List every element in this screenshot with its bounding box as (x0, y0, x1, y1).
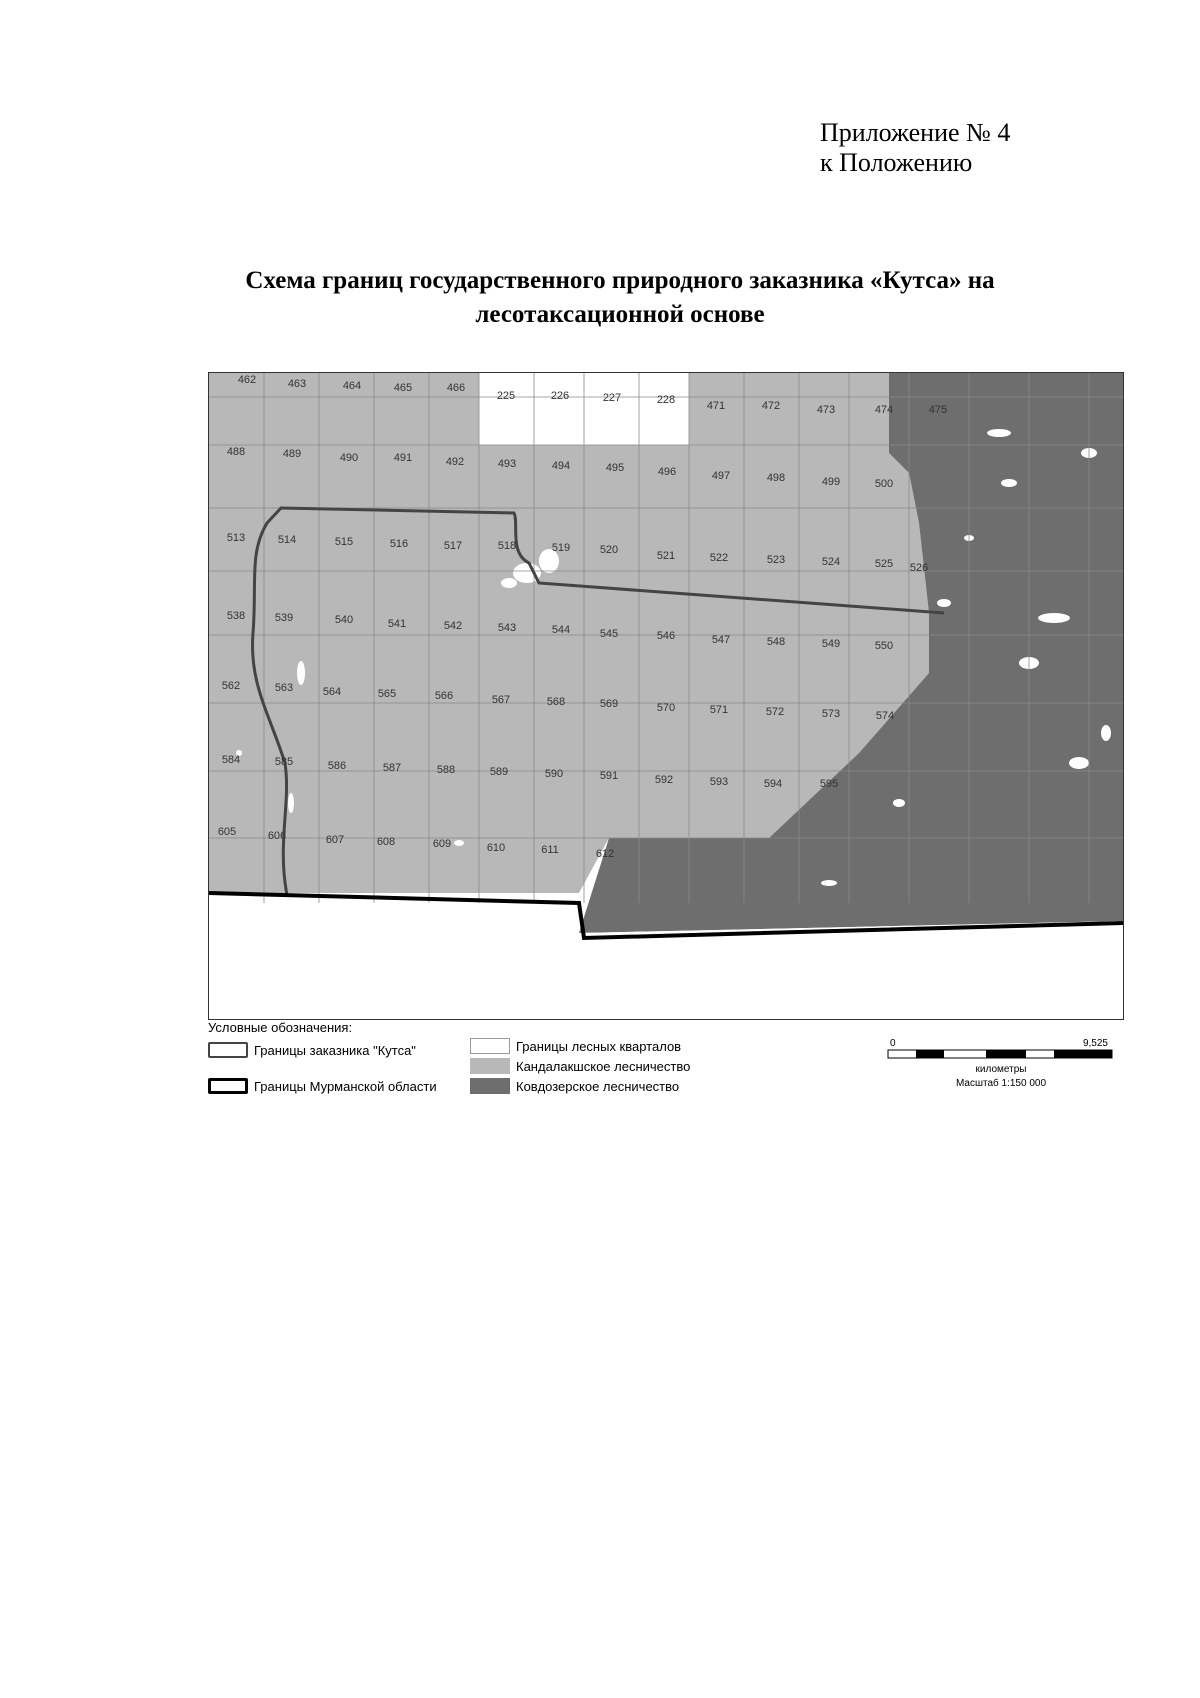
quarter-label: 595 (819, 778, 839, 790)
quarter-label: 592 (654, 774, 674, 786)
quarter-label: 544 (551, 624, 571, 636)
quarter-label: 574 (875, 710, 895, 722)
quarter-label: 520 (599, 544, 619, 556)
legend-heading: Условные обозначения: (208, 1020, 353, 1035)
quarter-label: 548 (766, 636, 786, 648)
lake (1038, 613, 1070, 623)
lake (987, 429, 1011, 437)
quarter-label: 473 (816, 404, 836, 416)
legend-label-kandalaksha: Кандалакшское лесничество (516, 1058, 691, 1074)
quarter-label: 573 (821, 708, 841, 720)
legend-item-quarters (470, 1038, 681, 1054)
quarter-label: 521 (656, 550, 676, 562)
quarter-label: 563 (274, 682, 294, 694)
lake (297, 661, 305, 685)
quarter-label: 584 (221, 754, 241, 766)
quarter-label: 491 (393, 452, 413, 464)
quarter-label: 611 (541, 844, 559, 856)
quarter-label: 493 (497, 458, 517, 470)
quarter-label: 570 (656, 702, 676, 714)
quarter-label: 572 (765, 706, 785, 718)
quarter-label: 523 (766, 554, 786, 566)
lake (1001, 479, 1017, 487)
quarter-label: 500 (874, 478, 894, 490)
quarter-label: 593 (709, 776, 729, 788)
legend-item-kandalaksha (470, 1058, 690, 1074)
quarter-label: 605 (217, 826, 237, 838)
quarter-label: 489 (282, 448, 302, 460)
quarter-label: 519 (551, 542, 571, 554)
kovdozero-swatch (470, 1078, 510, 1094)
quarter-label: 518 (497, 540, 517, 552)
title-line-2: лесотаксационной основе (475, 301, 765, 328)
lake (454, 840, 464, 846)
lake (937, 599, 951, 607)
legend-label-quarters: Границы лесных кварталов (516, 1038, 682, 1054)
lake (1101, 725, 1111, 741)
quarter-label: 612 (595, 848, 615, 860)
quarter-label: 526 (909, 562, 929, 574)
quarter-label: 497 (711, 470, 731, 482)
quarter-label: 566 (434, 690, 454, 702)
quarter-label: 586 (327, 760, 347, 772)
quarter-label: 227 (602, 392, 622, 404)
quarter-label: 539 (274, 612, 294, 624)
quarter-label: 585 (274, 756, 294, 768)
lake (893, 799, 905, 807)
map-legend (208, 1020, 1122, 1110)
quarter-label: 524 (821, 556, 841, 568)
quarter-label: 516 (389, 538, 409, 550)
quarter-label: 587 (382, 762, 402, 774)
oblast-border-swatch (208, 1078, 248, 1094)
quarter-label: 542 (443, 620, 463, 632)
quarter-label: 564 (322, 686, 342, 698)
quarter-label: 225 (496, 390, 516, 402)
quarter-label: 540 (334, 614, 354, 626)
quarter-label: 543 (497, 622, 517, 634)
lake (501, 578, 517, 588)
quarter-label: 569 (599, 698, 619, 710)
quarter-border-swatch (470, 1038, 510, 1054)
legend-label-kovdozero: Ковдозерское лесничество (516, 1078, 680, 1094)
quarter-label: 498 (766, 472, 786, 484)
quarter-label: 472 (761, 400, 781, 412)
quarter-label: 545 (599, 628, 619, 640)
quarter-label: 465 (393, 382, 413, 394)
quarter-label: 610 (486, 842, 506, 854)
quarter-label: 466 (446, 382, 466, 394)
quarter-label: 499 (821, 476, 841, 488)
quarter-label: 475 (928, 404, 948, 416)
quarter-label: 492 (445, 456, 465, 468)
appendix-line-1: Приложение № 4 (820, 118, 1011, 147)
quarter-label: 550 (874, 640, 894, 652)
quarter-label: 490 (339, 452, 359, 464)
quarter-label: 495 (605, 462, 625, 474)
quarter-label: 488 (226, 446, 246, 458)
legend-label-reserve: Границы заказника "Кутса" (254, 1042, 416, 1058)
quarter-label: 567 (491, 694, 511, 706)
quarter-label: 594 (763, 778, 783, 790)
quarter-label: 515 (334, 536, 354, 548)
scale-bar (886, 1036, 1116, 1099)
quarter-label: 589 (489, 766, 509, 778)
forest-map (209, 373, 1123, 1019)
quarter-label: 462 (237, 374, 257, 386)
quarter-label: 513 (226, 532, 246, 544)
document-title (160, 264, 1080, 332)
quarter-label: 541 (387, 618, 407, 630)
quarter-label: 571 (709, 704, 729, 716)
quarter-label: 608 (376, 836, 396, 848)
legend-item-oblast (208, 1078, 437, 1094)
scale-end: 9,525 (1082, 1038, 1108, 1049)
quarter-label: 591 (599, 770, 619, 782)
scale-segment (1054, 1050, 1112, 1058)
quarter-label: 522 (709, 552, 729, 564)
quarter-label: 496 (657, 466, 677, 478)
quarter-label: 471 (706, 400, 726, 412)
quarter-label: 226 (550, 390, 570, 402)
quarter-label: 546 (656, 630, 676, 642)
lake (1069, 757, 1089, 769)
quarter-label: 538 (226, 610, 246, 622)
scale-segment (916, 1050, 944, 1058)
scale-start: 0 (890, 1038, 896, 1049)
quarter-label: 568 (546, 696, 566, 708)
quarter-label: 228 (656, 394, 676, 406)
quarter-label: 463 (287, 378, 307, 390)
quarter-label: 547 (711, 634, 731, 646)
legend-label-oblast: Границы Мурманской области (254, 1078, 437, 1094)
scale-bar-graphic (886, 1036, 1116, 1096)
appendix-header (820, 118, 1010, 178)
quarter-label: 494 (551, 460, 571, 472)
quarter-label: 525 (874, 558, 894, 570)
quarter-label: 609 (432, 838, 452, 850)
reserve-border-swatch (208, 1042, 248, 1058)
quarter-label: 590 (544, 768, 564, 780)
quarter-label: 464 (342, 380, 362, 392)
quarter-label: 549 (821, 638, 841, 650)
kandalaksha-swatch (470, 1058, 510, 1074)
quarter-label: 517 (443, 540, 463, 552)
legend-item-kovdozero (470, 1078, 679, 1094)
scale-unit: километры (975, 1064, 1027, 1075)
lake (288, 793, 294, 813)
quarter-label: 607 (325, 834, 345, 846)
scale-segment (986, 1050, 1026, 1058)
lake (821, 880, 837, 886)
appendix-line-2: к Положению (820, 148, 973, 177)
title-line-1: Схема границ государственного природного заказника «Кутса» на (245, 267, 995, 294)
quarter-label: 562 (221, 680, 241, 692)
quarter-label: 565 (377, 688, 397, 700)
map-frame (208, 372, 1124, 1020)
quarter-label: 588 (436, 764, 456, 776)
legend-item-reserve (208, 1042, 416, 1058)
quarter-label: 514 (277, 534, 297, 546)
quarter-label: 606 (267, 830, 287, 842)
scale-ratio: Масштаб 1:150 000 (955, 1078, 1047, 1089)
quarter-label: 474 (874, 404, 894, 416)
